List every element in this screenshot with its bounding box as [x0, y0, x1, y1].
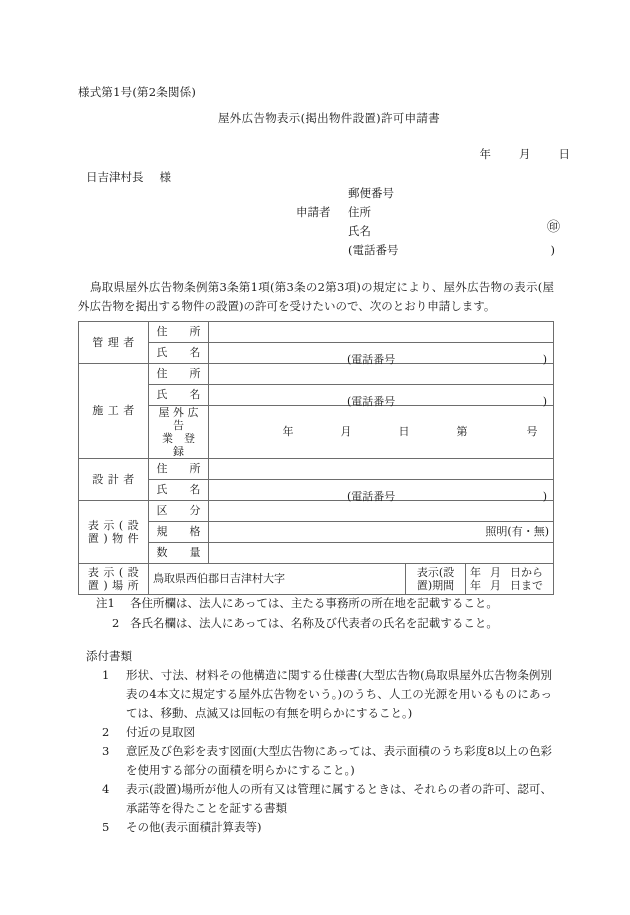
attachment-number: 2 — [102, 725, 110, 739]
object-spec-value[interactable] — [209, 522, 554, 543]
constructor-name-label: 氏 名 — [149, 385, 209, 406]
constructor-address-label: 住 所 — [149, 364, 209, 385]
list-item — [100, 666, 552, 723]
constructor-registration-label-line1: 屋 外 広 告 — [158, 406, 199, 432]
table-row-manager-address — [79, 322, 554, 343]
period-label-line2: 置)期間 — [416, 579, 455, 592]
table-row-location — [79, 564, 554, 595]
location-group-label-line2: 置 ) 場 所 — [87, 579, 140, 592]
addressee — [86, 169, 171, 185]
period-label — [406, 564, 466, 595]
designer-name-label: 氏 名 — [149, 480, 209, 501]
constructor-registration-value[interactable] — [209, 406, 554, 459]
date-month-label: 月 — [519, 147, 531, 161]
registration-number-suffix: 号 — [526, 425, 538, 438]
lead-paragraph: 鳥取県屋外広告物条例第3条第1項(第3条の2第3項)の規定により、屋外広告物の表示(屋外広告物を掲出する物件の設置)の許可を受けたいので、次のとおり申請します。 — [78, 280, 554, 313]
list-item — [100, 742, 552, 780]
constructor-phone-close: ) — [542, 395, 547, 408]
period-value[interactable] — [466, 564, 554, 595]
designer-phone-open: (電話番号 — [347, 490, 396, 503]
applicant-name-row — [296, 220, 560, 241]
manager-name-value[interactable] — [209, 343, 554, 364]
list-item — [100, 723, 552, 742]
location-value[interactable]: 鳥取県西伯郡日吉津村大字 — [149, 564, 406, 595]
period-from-line — [470, 566, 549, 579]
applicant-label: 申請者 — [296, 205, 331, 219]
attachment-number: 3 — [102, 744, 110, 758]
manager-phone-open: (電話番号 — [347, 353, 396, 366]
attachment-text: 形状、寸法、材料その他構造に関する仕様書(大型広告物(鳥取県屋外広告物条例別表の4本文に規定する屋外広告物をいう。)のうち、人工の光源を用いるものにあっては、移動、点滅又は回転の有無を明らかにすること。) — [126, 668, 552, 720]
note-mark: 注1 — [96, 596, 115, 610]
table-row-object-spec — [79, 522, 554, 543]
form-number: 様式第1号(第2条関係) — [78, 85, 197, 99]
constructor-phone-open: (電話番号 — [347, 395, 396, 408]
application-details-table — [78, 321, 554, 595]
manager-name-label: 氏 名 — [149, 343, 209, 364]
applicant-address-row — [296, 203, 548, 222]
object-category-label: 区 分 — [149, 501, 209, 522]
attachment-number: 4 — [102, 782, 110, 796]
manager-group-label: 管 理 者 — [79, 322, 149, 364]
table-row-object-quantity — [79, 543, 554, 564]
date-year-label: 年 — [479, 147, 491, 161]
applicant-phone-row — [296, 241, 555, 260]
table-row-constructor-address — [79, 364, 554, 385]
registration-date-row — [213, 425, 549, 439]
period-to-day: 日まで — [510, 579, 543, 592]
applicant-phone-close: ) — [550, 243, 555, 257]
registration-day-label: 日 — [398, 425, 410, 438]
period-from-day: 日から — [510, 566, 543, 579]
applicant-phone-open: (電話番号 — [348, 243, 399, 257]
designer-name-value[interactable] — [209, 480, 554, 501]
table-row-designer-address — [79, 459, 554, 480]
list-item — [100, 818, 552, 837]
attachment-text: 付近の見取図 — [126, 725, 195, 739]
addressee-name: 日吉津村長 — [86, 170, 144, 184]
note-text: 各住所欄は、法人にあっては、主たる事務所の所在地を記載すること。 — [130, 596, 498, 610]
attachment-text: 意匠及び色彩を表す図面(大型広告物にあっては、表示面積のうち彩度8以上の色彩を使用する部分の面積を明らかにすること。) — [126, 744, 552, 777]
attachment-text: 表示(設置)場所が他人の所有又は管理に属するときは、それらの者の許可、認可、承諾等を得たことを証する書類 — [126, 782, 552, 815]
manager-phone-close: ) — [542, 353, 547, 366]
designer-address-label: 住 所 — [149, 459, 209, 480]
note-mark: 2 — [112, 616, 120, 630]
addressee-honorific: 様 — [159, 170, 171, 184]
object-group-label — [79, 501, 149, 564]
designer-address-value[interactable] — [209, 459, 554, 480]
list-item — [100, 780, 552, 818]
object-quantity-value[interactable] — [209, 543, 554, 564]
location-group-label-line1: 表 示 ( 設 — [87, 566, 140, 579]
designer-group-label: 設 計 者 — [79, 459, 149, 501]
period-from-year: 年 — [470, 566, 481, 579]
applicant-name-label — [348, 220, 560, 241]
table-row-constructor-registration — [79, 406, 554, 459]
applicant-postal-row — [296, 184, 548, 203]
object-group-label-line1: 表 示 ( 設 — [87, 519, 140, 532]
table-row-constructor-name — [79, 385, 554, 406]
designer-phone-close: ) — [542, 490, 547, 503]
applicant-block — [296, 184, 560, 260]
registration-number-prefix: 第 — [456, 425, 468, 438]
registration-month-label: 月 — [340, 425, 352, 438]
object-group-label-line2: 置 ) 物 件 — [87, 532, 140, 545]
object-illumination-note: 照明(有・無) — [485, 525, 549, 538]
applicant-postal-label: 郵便番号 — [348, 186, 394, 200]
note-item — [96, 593, 498, 613]
table-row-object-category — [79, 501, 554, 522]
submission-date-line — [480, 146, 571, 162]
period-to-line — [470, 579, 549, 592]
table-row-manager-name — [79, 343, 554, 364]
object-spec-label: 規 格 — [149, 522, 209, 543]
applicant-name-text: 氏名 — [348, 224, 371, 238]
seal-icon: ㊞ — [546, 220, 560, 235]
date-day-label: 日 — [558, 147, 570, 161]
note-item — [96, 613, 498, 633]
attachments-title: 添付書類 — [86, 649, 132, 663]
location-group-label — [79, 564, 149, 595]
attachment-text: その他(表示面積計算表等) — [126, 820, 262, 834]
manager-address-label: 住 所 — [149, 322, 209, 343]
table-row-designer-name — [79, 480, 554, 501]
notes-section — [96, 593, 498, 633]
applicant-phone-label — [348, 241, 555, 260]
attachment-number: 1 — [102, 668, 110, 682]
constructor-registration-label-line2: 業 登 録 — [162, 432, 206, 458]
constructor-registration-label — [149, 406, 209, 459]
document-title: 屋外広告物表示(掲出物件設置)許可申請書 — [218, 111, 440, 125]
attachment-number: 5 — [102, 820, 110, 834]
period-label-line1: 表示(設 — [416, 566, 455, 579]
applicant-address-label: 住所 — [348, 205, 371, 219]
period-from-month: 月 — [490, 566, 501, 579]
period-to-year: 年 — [470, 579, 481, 592]
constructor-group-label: 施 工 者 — [79, 364, 149, 459]
object-quantity-label: 数 量 — [149, 543, 209, 564]
constructor-name-value[interactable] — [209, 385, 554, 406]
note-text: 各氏名欄は、法人にあっては、名称及び代表者の氏名を記載すること。 — [130, 616, 498, 630]
period-to-month: 月 — [490, 579, 501, 592]
registration-year-label: 年 — [282, 425, 294, 438]
manager-address-value[interactable] — [209, 322, 554, 343]
attachments-list — [100, 666, 552, 837]
